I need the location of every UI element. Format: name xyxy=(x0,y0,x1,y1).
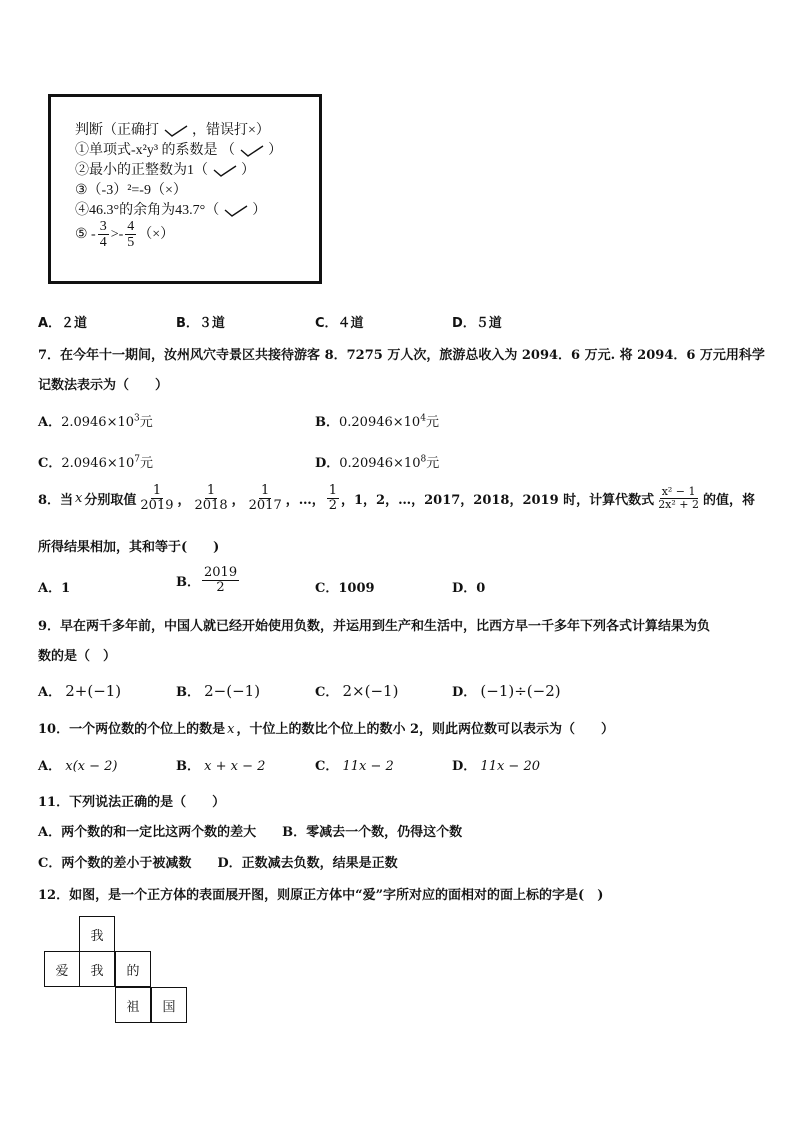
q8-option-c: C．1009 xyxy=(315,581,375,596)
q12-stem: 12．如图，是一个正方体的表面展开图，则原正方体中“爱”字所对应的面相对的面上标的字是( ) xyxy=(38,888,604,903)
q7-stem-line2: 记数法表示为（ ） xyxy=(38,378,169,393)
q6-option-a: A．２道 xyxy=(38,316,88,331)
q11-options-row2: C．两个数的差小于被减数 D．正数减去负数，结果是正数 xyxy=(38,856,398,871)
cube-face: 我 xyxy=(79,916,115,952)
q7-stem-line1: 7．在今年十一期间，汝州风穴寺景区共接待游客 8．7275 万人次，旅游总收入为 2094．6 万元. 将 2094．6 万元用科学 xyxy=(38,348,765,363)
q9-option-a: A． 2+(−1) xyxy=(38,682,122,700)
q10-stem: 10．一个两位数的个位上的数是 x ，十位上的数比个位上的数小 2，则此两位数可以表示为（ ） xyxy=(38,722,615,737)
q7-option-b: B．$0.20946\times 10^4$元 xyxy=(315,413,439,430)
q8-option-d: D．0 xyxy=(452,581,486,596)
q8-option-b: B． $\frac{2019}{2}$ xyxy=(176,565,238,596)
q9-stem-line2: 数的是（ ） xyxy=(38,649,117,664)
fraction: $\frac{1}{2018}$ xyxy=(194,483,228,514)
judge-item-5: ⑤ - $\frac{3}{4}$ >- $\frac{4}{5}$ （×） xyxy=(75,219,175,251)
q11-options-row1: A．两个数的和一定比这两个数的差大 B．零减去一个数，仍得这个数 xyxy=(38,825,463,840)
judge-item-3: ③（-3）²=-9（×） xyxy=(75,183,187,198)
check-icon xyxy=(239,144,265,158)
q9-option-c: C． 2×(−1) xyxy=(315,682,399,700)
q6-option-d: D．５道 xyxy=(452,316,502,331)
check-icon xyxy=(163,124,189,138)
q10-option-b: B． x + x − 2 xyxy=(176,759,266,774)
fraction: $\frac{1}{2017}$ xyxy=(248,483,282,514)
cube-face: 国 xyxy=(151,987,187,1023)
check-icon xyxy=(223,204,249,218)
judge-box xyxy=(48,94,322,284)
q11-stem: 11．下列说法正确的是（ ） xyxy=(38,795,226,810)
q10-option-c: C． 11x − 2 xyxy=(315,759,394,774)
cube-face: 我 xyxy=(79,951,115,987)
cube-face: 爱 xyxy=(44,951,80,987)
q9-option-b: B． 2−(−1) xyxy=(176,682,261,700)
q8-option-a: A．1 xyxy=(38,581,71,596)
q8-stem-line2: 所得结果相加，其和等于( ) xyxy=(38,540,220,555)
q8-stem-line1: 8．当 x 分别取值 $\frac{1}{2019}$ ， $\frac{1}{2018}$ ， $\frac{1}{2017}$ ，…， $\frac{1}{2}$ ，1，2，…，2017，2018，2019 时，计算代数式 $\frac{\text{x² − 1}}{\text{2x² + 2}}$ 的值，将 xyxy=(38,483,756,514)
q6-option-c: C．４道 xyxy=(315,316,364,331)
q6-option-b: B．３道 xyxy=(176,316,225,331)
cube-face: 的 xyxy=(115,951,151,987)
fraction: $\frac{4}{5}$ xyxy=(127,219,135,251)
q7-option-d: D．$0.20946\times 10^8$元 xyxy=(315,454,440,471)
fraction: $\frac{1}{2}$ xyxy=(328,483,338,514)
fraction: $\frac{3}{4}$ xyxy=(99,219,107,251)
q7-option-a: A．$2.0946\times 10^3$元 xyxy=(38,413,153,430)
fraction: $\frac{2019}{2}$ xyxy=(204,565,238,596)
q7-option-c: C．$2.0946\times 10^7$元 xyxy=(38,454,154,471)
q10-option-d: D． 11x − 20 xyxy=(452,759,540,774)
judge-item-2: ②最小的正整数为1（ ） xyxy=(75,163,255,178)
fraction: $\frac{1}{2019}$ xyxy=(140,483,174,514)
q9-stem-line1: 9．早在两千多年前，中国人就已经开始使用负数，并运用到生产和生活中，比西方早一千多年下列各式计算结果为负 xyxy=(38,619,711,634)
q9-option-d: D． (−1)÷(−2) xyxy=(452,682,561,700)
judge-item-1: ①单项式-x²y³ 的系数是 （ ） xyxy=(75,143,283,158)
cube-face: 祖 xyxy=(115,987,151,1023)
fraction: $\frac{\text{x² − 1}}{\text{2x² + 2}}$ xyxy=(658,485,700,512)
check-icon xyxy=(212,164,238,178)
q10-option-a: A． x(x − 2) xyxy=(38,759,118,774)
judge-title: 判断（正确打 ，错误打×） xyxy=(75,123,270,138)
judge-item-4: ④46.3°的余角为43.7°（ ） xyxy=(75,203,267,218)
